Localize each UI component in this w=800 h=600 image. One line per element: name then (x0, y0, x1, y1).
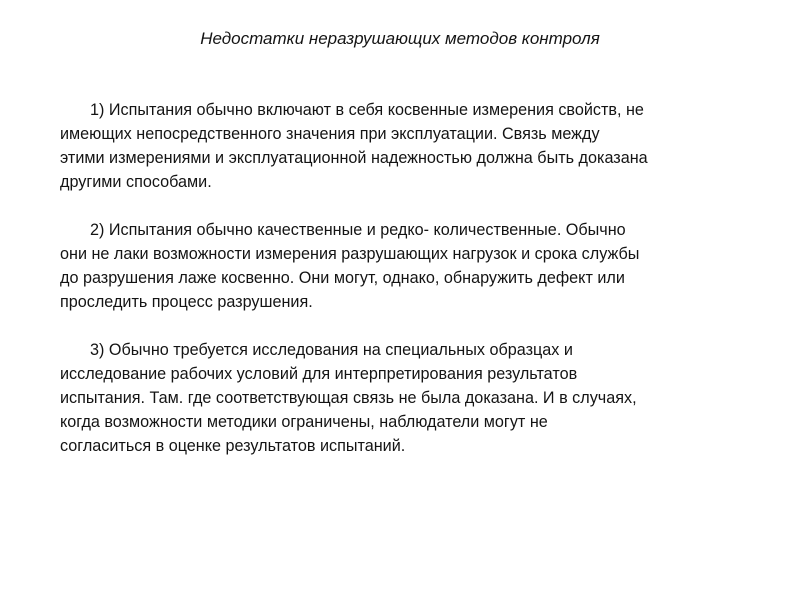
paragraph-2 (60, 218, 780, 314)
paragraph-line: 3) Обычно требуется исследования на специальных образцах и (90, 341, 573, 359)
paragraph-line: проследить процесс разрушения. (60, 293, 313, 311)
paragraph-line: 1) Испытания обычно включают в себя косвенные измерения свойств, не (90, 101, 644, 119)
paragraph-line: другими способами. (60, 173, 212, 191)
slide-title: Недостатки неразрушающих методов контроля (200, 29, 600, 48)
paragraph-line: испытания. Там. где соответствующая связь не была доказана. И в случаях, (60, 389, 637, 407)
paragraph-3 (60, 338, 780, 458)
paragraph-1 (60, 98, 780, 194)
paragraph-line: 2) Испытания обычно качественные и редко- количественные. Обычно (90, 221, 626, 239)
paragraph-line: этими измерениями и эксплуатационной надежностью должна быть доказана (60, 149, 648, 167)
slide-body (60, 98, 780, 482)
paragraph-line: когда возможности методики ограничены, наблюдатели могут не (60, 413, 548, 431)
paragraph-line: они не лаки возможности измерения разрушающих нагрузок и срока службы (60, 245, 640, 263)
paragraph-line: исследование рабочих условий для интерпретирования результатов (60, 365, 578, 383)
paragraph-line: имеющих непосредственного значения при эксплуатации. Связь между (60, 125, 600, 143)
paragraph-line: согласиться в оценке результатов испытаний. (60, 437, 406, 455)
paragraph-line: до разрушения лаже косвенно. Они могут, однако, обнаружить дефект или (60, 269, 625, 287)
